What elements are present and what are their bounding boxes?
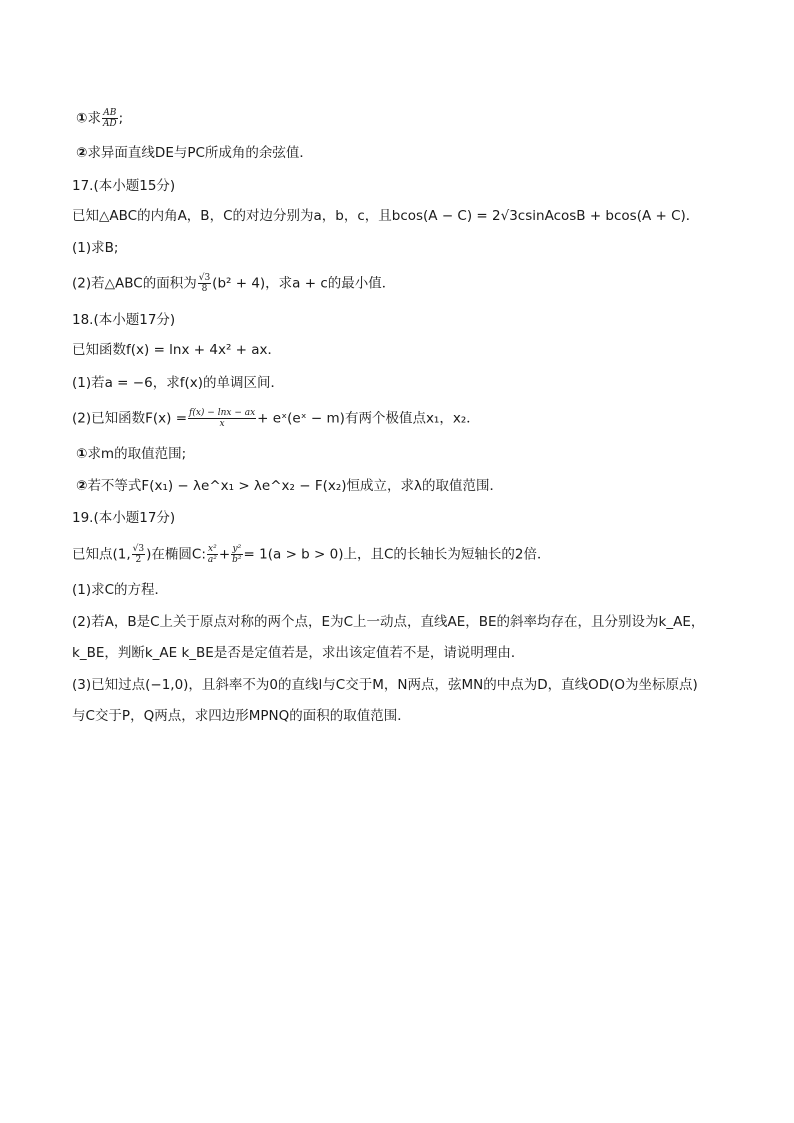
q18-part2: (2)已知函数F(x) = $\frac{f(x) - \ln x - ax}{x}$ + eˣ(eˣ − m)有两个极值点x₁，x₂． (72, 408, 480, 429)
fraction-x2-a2: $\frac{\text{x²}}{\text{a²}}$ (207, 544, 217, 565)
q16-sub2: ②求异面直线DE与PC所成角的余弦值． (76, 145, 313, 161)
fraction-ab-ad: $\frac{AB}{AD}$ (102, 108, 117, 129)
q19-part2-line1: (2)若A，B是C上关于原点对称的两个点，E为C上一动点，直线AE，BE的斜率均存在，且分别设为k_AE， (72, 614, 705, 630)
q18-heading: 18.(本小题17分) (72, 312, 176, 328)
q19-part2-line2: k_BE，判断k_AE k_BE是否是定值若是，求出该定值若不是，请说明理由． (72, 645, 525, 661)
q19-part1: (1)求C的方程． (72, 582, 169, 598)
fraction-sqrt3-8: $\frac{√3}{8}$ (198, 273, 211, 294)
fraction-y2-b2: $\frac{\text{y²}}{\text{b²}}$ (232, 544, 242, 565)
circled-two: ② (76, 145, 88, 161)
q17-stem: 已知△ABC的内角A，B，C的对边分别为a，b，c，且bcos(A − C) = 2√3csinAcosB + bcos(A + C)． (72, 208, 700, 224)
q19-stem: 已知点(1, $\frac{√3}{2}$ )在椭圆C: $\frac{\text{x²}}{\text{a²}}$ + $\frac{\text{y²}}{\text{b²}}$ = 1(a > b > 0)上，且C的长轴长为短轴长的2倍． (72, 544, 551, 565)
q19-part3-line2: 与C交于P，Q两点，求四边形MPNQ的面积的取值范围． (72, 708, 411, 724)
q18-sub1: ①求m的取值范围; (76, 446, 187, 462)
q19-heading: 19.(本小题17分) (72, 510, 176, 526)
q19-part3-line1: (3)已知过点(−1,0)，且斜率不为0的直线l与C交于M，N两点，弦MN的中点为D，直线OD(O为坐标原点) (72, 677, 698, 693)
circled-one: ① (76, 110, 88, 127)
q18-stem: 已知函数f(x) = lnx + 4x² + ax． (72, 342, 282, 358)
q17-heading: 17.(本小题15分) (72, 178, 176, 194)
q17-part2: (2)若△ABC的面积为 $\frac{√3}{8}$ (b² + 4)，求a + c的最小值． (72, 273, 396, 294)
circled-one: ① (76, 446, 88, 462)
q16-sub1: ①求 $\frac{AB}{AD}$ ; (76, 108, 124, 129)
q17-part1: (1)求B; (72, 240, 119, 256)
q18-part1: (1)若a = −6，求f(x)的单调区间． (72, 375, 284, 391)
fraction-Fx: $\frac{f(x) - \ln x - ax}{x}$ (189, 408, 256, 429)
fraction-sqrt3-2: $\frac{√3}{2}$ (132, 544, 145, 565)
q18-sub2: ②若不等式F(x₁) − λe^x₁ > λe^x₂ − F(x₂)恒成立，求λ的取值范围． (76, 478, 504, 494)
circled-two: ② (76, 478, 88, 494)
